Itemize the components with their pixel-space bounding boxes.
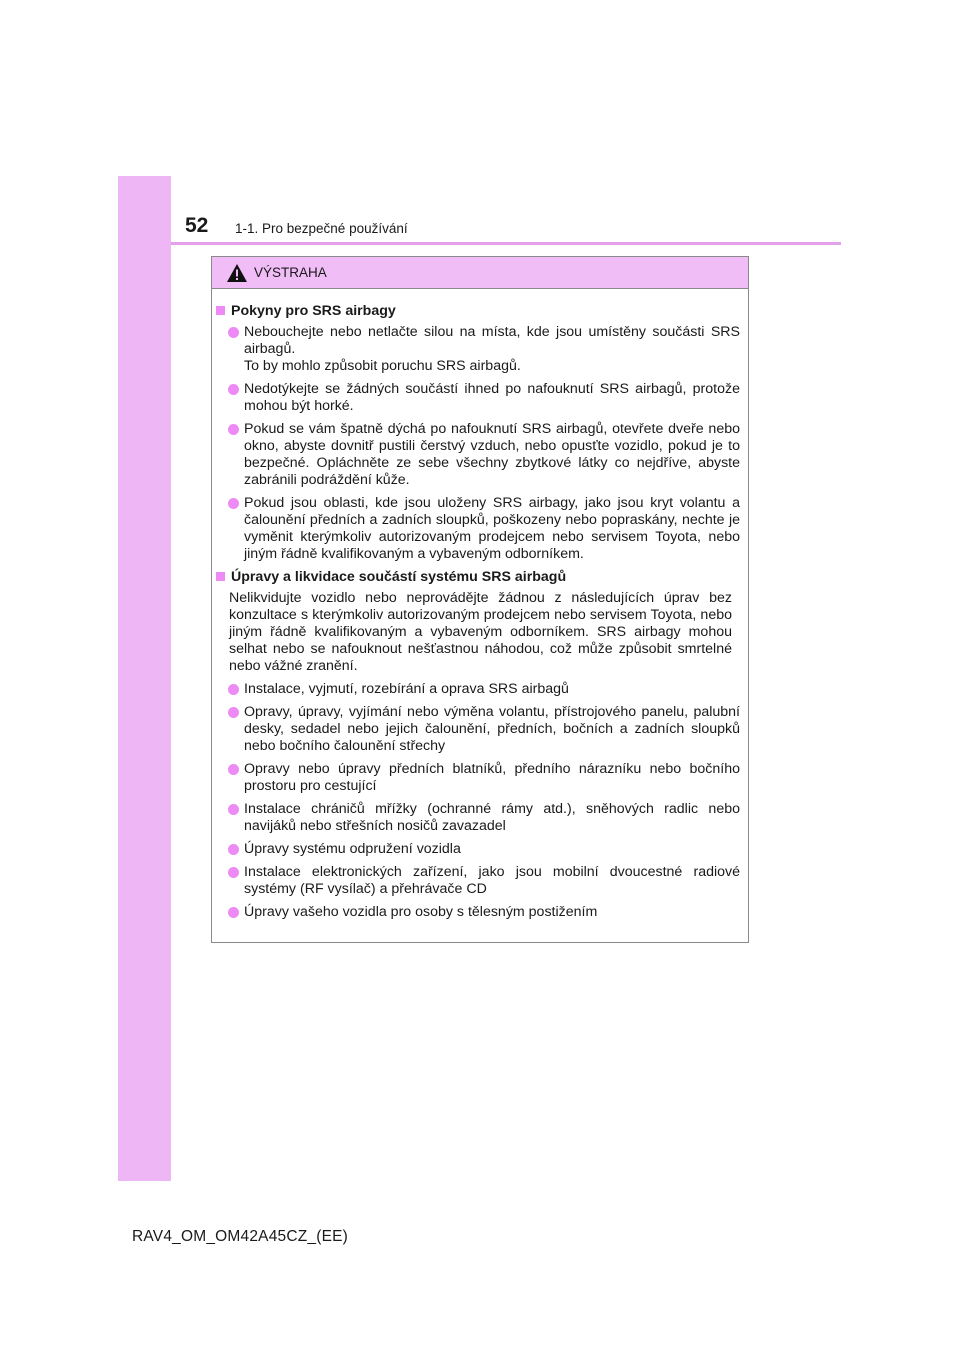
document-code: RAV4_OM_OM42A45CZ_(EE) (132, 1228, 349, 1245)
section-heading-text: Pokyny pro SRS airbagy (231, 303, 396, 319)
section-heading-srs-instructions (216, 303, 740, 320)
square-bullet-icon (216, 306, 225, 315)
list-item (216, 704, 740, 755)
circle-bullet-icon (228, 498, 239, 509)
circle-bullet-icon (228, 844, 239, 855)
list-item-text: Opravy, úpravy, vyjímání nebo výměna volantu, přístrojového panelu, palubní desky, sedadel nebo jejich čalounění, předních, bočních a zadních sloupků nebo bočního čalounění střechy (244, 704, 740, 754)
list-item-text: Opravy nebo úpravy předních blatníků, předního nárazníku nebo bočního prostoru pro cestující (244, 761, 740, 794)
header-divider (171, 242, 841, 245)
list-item-text: Instalace chráničů mřížky (ochranné rámy atd.), sněhových radlic nebo navijáků nebo střešních nosičů zavazadel (244, 801, 740, 834)
warning-triangle-icon (226, 263, 248, 283)
list-item (216, 324, 740, 375)
circle-bullet-icon (228, 867, 239, 878)
section-title: 1-1. Pro bezpečné používání (235, 221, 408, 236)
circle-bullet-icon (228, 764, 239, 775)
list-item-note: To by mohlo způsobit poruchu SRS airbagů. (244, 358, 521, 374)
list-item (216, 381, 740, 415)
page-number: 52 (185, 214, 209, 237)
list-item (216, 761, 740, 795)
circle-bullet-icon (228, 384, 239, 395)
warning-body (212, 289, 748, 921)
list-item-text: Nebouchejte nebo netlačte silou na místa, kde jsou umístěny součásti SRS airbagů. (244, 324, 740, 357)
list-item-text: Pokud se vám špatně dýchá po nafouknutí SRS airbagů, otevřete dveře nebo okno, abyste dovnitř pustili čerstvý vzduch, nebo opusťte vozidlo, pokud je to bezpečné. Opláchněte ze sebe všechny zbytkové látky co nejdříve, abyste zabránili podráždění kůže. (244, 421, 740, 488)
list-item (216, 495, 740, 563)
list-item-text: Úpravy vašeho vozidla pro osoby s tělesným postižením (244, 904, 598, 920)
section-paragraph: Nelikvidujte vozidlo nebo neprovádějte žádnou z následujících úprav bez konzultace s kterýmkoliv autorizovaným prodejcem nebo servisem Toyota, nebo jiným řádně kvalifikovaným a vybaveným odborníkem. SRS airbagy mohou selhat nebo se nafouknout nešťastnou náhodou, což může způsobit smrtelné nebo vážné zranění. (229, 590, 732, 674)
list-item (216, 421, 740, 489)
section-heading-text: Úpravy a likvidace součástí systému SRS airbagů (231, 569, 567, 585)
list-item-text: Úpravy systému odpružení vozidla (244, 841, 461, 857)
warning-box (211, 256, 749, 943)
warning-header (212, 257, 748, 289)
circle-bullet-icon (228, 424, 239, 435)
circle-bullet-icon (228, 804, 239, 815)
section-heading-srs-modifications (216, 569, 740, 586)
list-item (216, 681, 740, 698)
list-item (216, 864, 740, 898)
circle-bullet-icon (228, 327, 239, 338)
sidebar-tab (118, 176, 171, 1181)
list-item (216, 841, 740, 858)
circle-bullet-icon (228, 707, 239, 718)
list-item (216, 904, 740, 921)
list-item-text: Pokud jsou oblasti, kde jsou uloženy SRS airbagy, jako jsou kryt volantu a čalounění předních a zadních sloupků, poškozeny nebo popraskány, nechte je vyměnit kterýmkoliv autorizovaným prodejcem nebo servisem Toyota, nebo jiným řádně kvalifikovaným a vybaveným odborníkem. (244, 495, 740, 562)
circle-bullet-icon (228, 907, 239, 918)
list-item-text: Instalace elektronických zařízení, jako jsou mobilní dvoucestné radiové systémy (RF vysílač) a přehrávače CD (244, 864, 740, 897)
circle-bullet-icon (228, 684, 239, 695)
list-item (216, 801, 740, 835)
list-item-text: Instalace, vyjmutí, rozebírání a oprava SRS airbagů (244, 681, 569, 697)
warning-label: VÝSTRAHA (254, 265, 327, 280)
list-item-text: Nedotýkejte se žádných součástí ihned po nafouknutí SRS airbagů, protože mohou být horké. (244, 381, 740, 414)
square-bullet-icon (216, 572, 225, 581)
